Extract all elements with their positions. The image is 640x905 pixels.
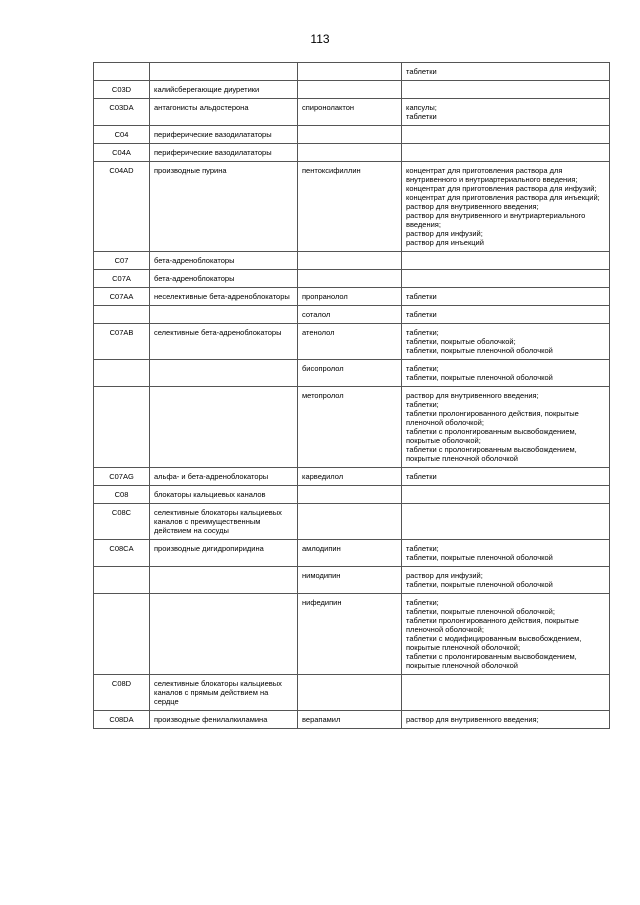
form-cell: раствор для внутривенного введения; [402,711,610,729]
form-cell [402,252,610,270]
drug-cell: пентоксифиллин [298,162,402,252]
group-cell: периферические вазодилататоры [150,126,298,144]
table-row [94,270,610,288]
table-row [94,540,610,567]
form-cell: таблетки [402,306,610,324]
drug-cell: метопролол [298,387,402,468]
group-cell: селективные бета-адреноблокаторы [150,324,298,360]
drug-cell: карведилол [298,468,402,486]
form-cell [402,126,610,144]
table-row [94,252,610,270]
drug-cell [298,81,402,99]
atc-code-cell: C07AA [94,288,150,306]
atc-code-cell [94,387,150,468]
atc-code-cell: C04A [94,144,150,162]
drug-cell: нифедипин [298,594,402,675]
group-cell: селективные блокаторы кальциевых каналов с преимущественным действием на сосуды [150,504,298,540]
drug-cell: атенолол [298,324,402,360]
atc-code-cell: C07AB [94,324,150,360]
atc-code-cell: C03DA [94,99,150,126]
form-cell [402,675,610,711]
form-cell [402,81,610,99]
page-number: 113 [310,32,330,46]
drug-cell [298,270,402,288]
form-cell [402,504,610,540]
table-row [94,486,610,504]
table-row [94,126,610,144]
atc-code-cell: C08 [94,486,150,504]
table-row [94,594,610,675]
table-row [94,504,610,540]
group-cell [150,387,298,468]
group-cell: неселективные бета-адреноблокаторы [150,288,298,306]
form-cell: таблетки; таблетки, покрытые пленочной оболочкой; таблетки пролонгированного действия, покрытые пленочной оболочкой; таблетки с модифицированным высвобождением, покрытые пленочной оболочкой; таблетки с пролонгированным высвобождением, покрытые пленочной оболочкой [402,594,610,675]
group-cell: периферические вазодилататоры [150,144,298,162]
drug-cell [298,144,402,162]
table-row [94,81,610,99]
drug-cell: амлодипин [298,540,402,567]
table-row [94,63,610,81]
group-cell: калийсберегающие диуретики [150,81,298,99]
group-cell [150,360,298,387]
group-cell [150,567,298,594]
drug-cell [298,504,402,540]
table-row [94,288,610,306]
form-cell [402,144,610,162]
table-row [94,324,610,360]
form-cell: таблетки; таблетки, покрытые пленочной оболочкой [402,540,610,567]
table-row [94,711,610,729]
atc-code-cell: C04 [94,126,150,144]
form-cell [402,486,610,504]
table-row [94,306,610,324]
drug-table [93,62,610,729]
atc-code-cell: C07AG [94,468,150,486]
drug-cell: спиронолактон [298,99,402,126]
group-cell: бета-адреноблокаторы [150,270,298,288]
group-cell: производные дигидропиридина [150,540,298,567]
table-row [94,360,610,387]
group-cell: производные пурина [150,162,298,252]
table-row [94,144,610,162]
group-cell: производные фенилалкиламина [150,711,298,729]
group-cell: бета-адреноблокаторы [150,252,298,270]
group-cell: антагонисты альдостерона [150,99,298,126]
table-row [94,162,610,252]
atc-code-cell [94,306,150,324]
group-cell [150,63,298,81]
table-row [94,675,610,711]
group-cell: альфа- и бета-адреноблокаторы [150,468,298,486]
atc-code-cell [94,594,150,675]
atc-code-cell: C08CA [94,540,150,567]
atc-code-cell: C08D [94,675,150,711]
form-cell: таблетки [402,468,610,486]
table-row [94,99,610,126]
atc-code-cell: C08C [94,504,150,540]
group-cell [150,306,298,324]
drug-cell: пропранолол [298,288,402,306]
form-cell [402,270,610,288]
form-cell: раствор для внутривенного введения; таблетки; таблетки пролонгированного действия, покрытые пленочной оболочкой; таблетки с пролонгированным высвобождением, покрытые оболочкой; таблетки с пролонгированным высвобождением, покрытые пленочной оболочкой [402,387,610,468]
atc-code-cell: C07 [94,252,150,270]
table-row [94,387,610,468]
form-cell: таблетки; таблетки, покрытые оболочкой; таблетки, покрытые пленочной оболочкой [402,324,610,360]
form-cell: раствор для инфузий; таблетки, покрытые пленочной оболочкой [402,567,610,594]
atc-code-cell: C08DA [94,711,150,729]
drug-cell [298,675,402,711]
drug-cell: верапамил [298,711,402,729]
table-row [94,567,610,594]
group-cell: блокаторы кальциевых каналов [150,486,298,504]
group-cell: селективные блокаторы кальциевых каналов с прямым действием на сердце [150,675,298,711]
drug-cell [298,63,402,81]
drug-cell: нимодипин [298,567,402,594]
form-cell: таблетки [402,63,610,81]
atc-code-cell [94,567,150,594]
drug-cell: бисопролол [298,360,402,387]
atc-code-cell: C04AD [94,162,150,252]
drug-cell: соталол [298,306,402,324]
drug-table-body [94,63,610,729]
form-cell: капсулы; таблетки [402,99,610,126]
form-cell: концентрат для приготовления раствора для внутривенного и внутриартериального введения; концентрат для приготовления раствора для инфузий; концентрат для приготовления раствора для инъекций; раствор для внутривенного введения; раствор для внутривенного и внутриартериального введения; раствор для инфузий; раствор для инъекций [402,162,610,252]
form-cell: таблетки [402,288,610,306]
drug-cell [298,252,402,270]
form-cell: таблетки; таблетки, покрытые пленочной оболочкой [402,360,610,387]
group-cell [150,594,298,675]
atc-code-cell [94,63,150,81]
table-row [94,468,610,486]
drug-cell [298,126,402,144]
atc-code-cell: C03D [94,81,150,99]
drug-cell [298,486,402,504]
atc-code-cell: C07A [94,270,150,288]
atc-code-cell [94,360,150,387]
